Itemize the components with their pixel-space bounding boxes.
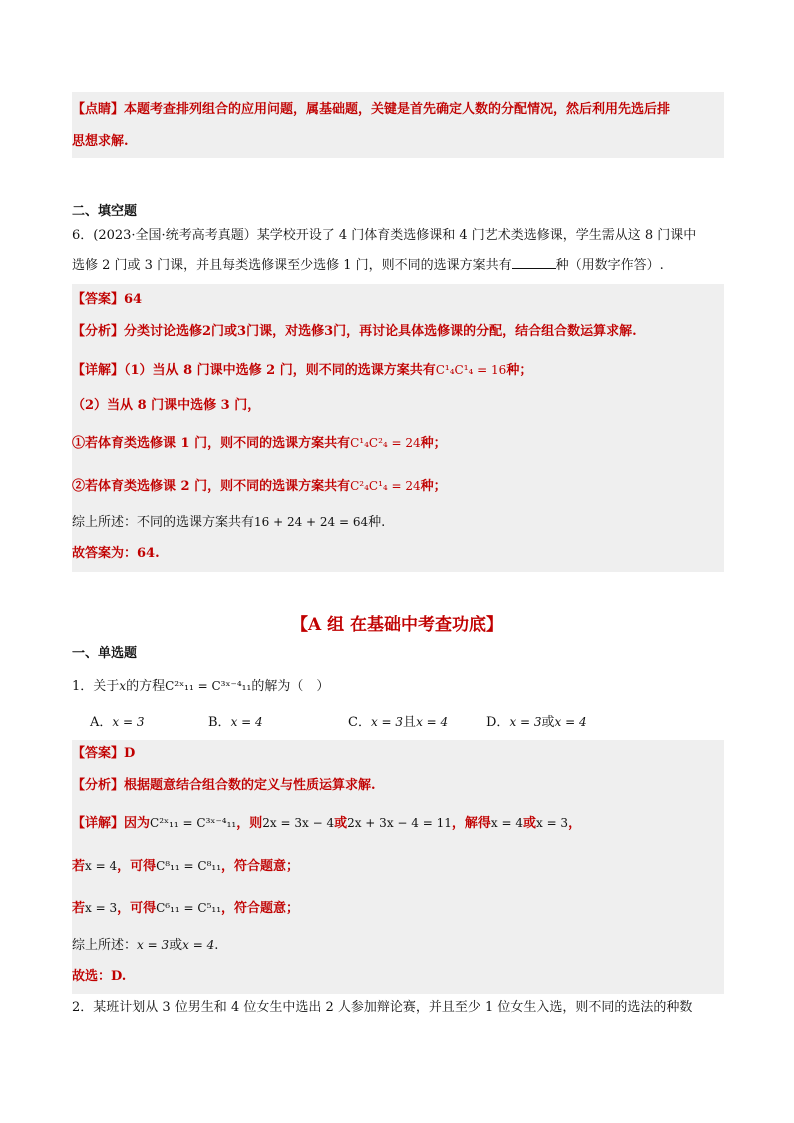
q1-detail-1-math-1: C²ˣ₁₁ = C³ˣ⁻⁴₁₁: [150, 816, 237, 830]
q1-detail-3-text: 若: [72, 901, 86, 916]
q6-detail-1-tail: 种；: [506, 363, 533, 378]
q1-summary-tail: .: [214, 938, 219, 953]
q1-detail-2: [72, 856, 299, 877]
group-a-title: 【A 组 在基础中考查功底】: [290, 615, 504, 635]
q1-stem-var: x: [119, 679, 127, 693]
q1-stem-text-2: 的方程: [126, 679, 166, 694]
dianjing-line-1: 【点睛】本题考查排列组合的应用问题，属基础题，关键是首先确定人数的分配情况，然后利用先选后排: [72, 102, 671, 117]
q6-detail-1: [72, 360, 532, 381]
q1-stem: [72, 676, 329, 697]
option-c-and: 且: [403, 715, 417, 730]
q6-stem-line-2-text: 选修 2 门或 3 门课，并且每类选修课至少选修 1 门，则不同的选课方案共有: [72, 258, 512, 273]
q1-stem-text: 1．关于: [72, 679, 120, 694]
q1-detail-3-math-1: x = 3: [85, 901, 118, 915]
q6-detail-2: （2）当从 8 门课中选修 3 门，: [72, 398, 261, 413]
q6-detail-4-math: C²₄C¹₄ = 24: [350, 479, 421, 493]
q1-detail-3-math-2: C⁶₁₁ = C⁵₁₁: [156, 901, 222, 915]
q1-detail-2-text-2: ，可得: [117, 859, 157, 874]
q1-analysis: 【分析】根据题意结合组合数的定义与性质运算求解.: [72, 778, 376, 793]
q1-detail-1: [72, 813, 581, 834]
answer-blank: [512, 254, 556, 269]
q1-detail-2-tail: ，符合题意；: [221, 859, 300, 874]
q1-detail-1-text-6: ，: [568, 816, 582, 831]
q1-summary-math-1: x = 3: [137, 938, 170, 952]
q1-summary: [72, 935, 218, 956]
q1-option-c[interactable]: [348, 712, 448, 733]
q6-stem-line-2-tail: 种（用数字作答）.: [555, 258, 664, 273]
q1-stem-math: C²ˣ₁₁ = C³ˣ⁻⁴₁₁: [165, 679, 252, 693]
option-c-math-1: x = 3: [370, 715, 404, 729]
q6-detail-3-text: ①若体育类选修课 1 门，则不同的选课方案共有: [72, 436, 351, 451]
option-d-or: 或: [541, 715, 555, 730]
q1-detail-1-text-4: ，解得: [451, 816, 491, 831]
q1-final: 故选：D.: [72, 969, 127, 984]
option-b-math: x = 4: [230, 715, 263, 729]
q1-summary-or: 或: [169, 938, 183, 953]
q1-summary-text: 综上所述：: [72, 938, 138, 953]
q6-stem-line-1: 6．(2023·全国·统考高考真题）某学校开设了 4 门体育类选修课和 4 门艺术类选修课，学生需从这 8 门课中: [72, 228, 697, 243]
q1-detail-1-math-5: x = 3: [535, 816, 569, 830]
q1-detail-2-math-1: x = 4: [85, 859, 118, 873]
q1-detail-1-text: 【详解】因为: [72, 816, 151, 831]
q6-summary-text: 综上所述：不同的选课方案共有: [72, 515, 255, 530]
q1-answer: 【答案】D: [72, 746, 136, 761]
q6-stem-line-2: [72, 254, 664, 276]
q6-detail-4-tail: 种；: [420, 479, 447, 494]
q6-analysis: 【分析】分类讨论选修2门或3门课，对选修3门，再讨论具体选修课的分配，结合组合数运算求解.: [72, 324, 637, 339]
q1-detail-2-text: 若: [72, 859, 86, 874]
option-a-label: A．: [90, 715, 113, 730]
q1-detail-1-math-2: 2x = 3x − 4: [262, 816, 335, 830]
q1-option-a[interactable]: [90, 712, 144, 733]
q6-summary-math: 16 + 24 + 24 = 64: [254, 515, 369, 529]
q1-detail-3-tail: ，符合题意；: [221, 901, 300, 916]
option-d-math-2: x = 4: [554, 715, 587, 729]
q2-stem-line-1: 2．某班计划从 3 位男生和 4 位女生中选出 2 人参加辩论赛，并且至少 1 位女生入选，则不同的选法的种数: [72, 1000, 693, 1015]
section-title-fill-blank: 二、填空题: [72, 204, 138, 219]
q6-answer: 【答案】64: [72, 292, 143, 307]
q1-detail-2-math-2: C⁸₁₁ = C⁸₁₁: [156, 859, 222, 873]
q1-detail-3: [72, 898, 299, 919]
option-b-label: B．: [208, 715, 231, 730]
q1-stem-tail: 的解为（ ）: [251, 679, 330, 694]
q1-option-d[interactable]: [486, 712, 587, 733]
q1-detail-1-math-3: 2x + 3x − 4 = 11: [347, 816, 452, 830]
q1-detail-3-text-2: ，可得: [117, 901, 157, 916]
q1-summary-math-2: x = 4: [182, 938, 215, 952]
option-c-math-2: x = 4: [416, 715, 449, 729]
q6-summary: [72, 512, 385, 533]
q1-detail-1-text-5: 或: [522, 816, 536, 831]
q6-summary-tail: 种.: [368, 515, 386, 530]
q6-detail-3-math: C¹₄C²₄ = 24: [350, 436, 421, 450]
q1-detail-1-text-3: 或: [334, 816, 348, 831]
q1-detail-1-text-2: ，则: [236, 816, 263, 831]
option-a-math: x = 3: [112, 715, 145, 729]
q6-detail-1-math: C¹₄C¹₄ = 16: [435, 363, 507, 377]
q6-detail-4-text: ②若体育类选修课 2 门，则不同的选课方案共有: [72, 479, 351, 494]
q6-detail-3-tail: 种；: [420, 436, 447, 451]
option-d-math-1: x = 3: [509, 715, 542, 729]
option-d-label: D．: [486, 715, 510, 730]
q1-detail-1-math-4: x = 4: [490, 816, 523, 830]
q6-detail-4: [72, 476, 447, 497]
option-c-label: C．: [348, 715, 371, 730]
section-title-single-choice: 一、单选题: [72, 646, 138, 661]
q6-detail-1-text: 【详解】（1）当从 8 门课中选修 2 门，则不同的选课方案共有: [72, 363, 436, 378]
q1-option-b[interactable]: [208, 712, 263, 733]
q6-detail-3: [72, 433, 447, 454]
q6-final: 故答案为：64.: [72, 546, 160, 561]
dianjing-line-2: 思想求解.: [72, 134, 129, 149]
